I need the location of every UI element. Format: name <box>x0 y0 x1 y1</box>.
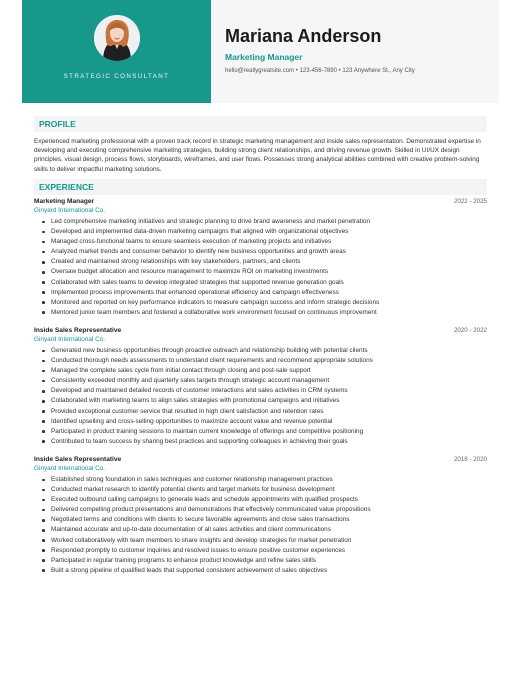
bullet-item: Delivered compelling product presentations and demonstrations that effectively communicated value propositions <box>34 505 371 515</box>
bullet-item: Collaborated with marketing teams to align sales strategies with promotional campaigns and initiatives <box>34 396 373 406</box>
bullet-item: Analyzed market trends and consumer behavior to identify new business opportunities and growth areas <box>34 247 379 257</box>
job-company: Ginyard International Co. <box>34 336 106 343</box>
bullet-item: Mentored junior team members and fostered a collaborative work environment focused on continuous improvement <box>34 308 379 318</box>
job-company: Ginyard International Co. <box>34 465 106 472</box>
bullet-item: Conducted market research to identify potential clients and target markets for business development <box>34 485 371 495</box>
job-bullets <box>34 475 371 576</box>
email-link[interactable]: hello@reallygreatsite.com <box>225 68 295 74</box>
full-name: Mariana Anderson <box>225 26 382 46</box>
bullet-item: Established strong foundation in sales techniques and customer relationship management practices <box>34 475 371 485</box>
bullet-item: Monitored and reported on key performance indicators to measure campaign success and inform strategic decisions <box>34 298 379 308</box>
job-title: Inside Sales Representative <box>34 327 122 334</box>
bullet-item: Created and maintained strong relationships with key stakeholders, partners, and clients <box>34 257 379 267</box>
job-bullets <box>34 217 379 318</box>
bullet-item: Participated in product training sessions to maintain current knowledge of offerings and competitive positioning <box>34 427 373 437</box>
bullet-item: Provided exceptional customer service that resulted in high client satisfaction and retention rates <box>34 407 373 417</box>
avatar <box>94 15 140 61</box>
bullet-item: Led comprehensive marketing initiatives and strategic planning to drive brand awareness and market penetration <box>34 217 379 227</box>
job-dates: 2018 - 2020 <box>453 456 487 463</box>
tagline: STRATEGIC CONSULTANT <box>63 73 170 80</box>
separator: • <box>295 68 298 74</box>
bullet-item: Responded promptly to customer inquiries and resolved issues to ensure positive customer experiences <box>34 546 371 556</box>
bullet-item: Conducted thorough needs assessments to understand client requirements and recommend appropriate solutions <box>34 356 373 366</box>
job-dates: 2020 - 2022 <box>453 327 487 334</box>
job-dates: 2022 - 2025 <box>453 198 487 205</box>
job-title: Marketing Manager <box>34 198 95 205</box>
bullet-item: Participated in regular training programs to enhance product knowledge and refine sales skills <box>34 556 371 566</box>
bullet-item: Managed the complete sales cycle from initial contact through closing and post-sale support <box>34 366 373 376</box>
bullet-item: Managed cross-functional teams to ensure seamless execution of marketing projects and initiatives <box>34 237 379 247</box>
separator: • <box>338 68 341 74</box>
experience-heading: EXPERIENCE <box>39 182 94 192</box>
portrait-photo-icon <box>94 15 140 61</box>
job-bullets <box>34 346 373 447</box>
bullet-item: Developed and implemented data-driven marketing campaigns that aligned with organizational objectives <box>34 227 379 237</box>
profile-summary: Experienced marketing professional with a proven track record in strategic marketing management and inside sales representation. Demonstrated expertise in developing and executing comprehensive marketing strategies, building strong client relationships, and driving revenue growth. Skilled in UI/UX design principles, visual design, process flows, storyboards, wireframes, and user flows. Possesses strong analytical abilities combined with creative problem-solving skills to deliver impactful marketing solutions. <box>34 138 481 173</box>
profile-heading: PROFILE <box>39 119 76 129</box>
bullet-item: Collaborated with sales teams to develop integrated strategies that supported revenue generation goals <box>34 278 379 288</box>
experience-section-header <box>34 179 487 195</box>
job-title: Inside Sales Representative <box>34 456 122 463</box>
bullet-item: Worked collaboratively with team members to share insights and develop strategies for market penetration <box>34 536 371 546</box>
job-title-heading: Marketing Manager <box>225 52 303 62</box>
bullet-item: Built a strong pipeline of qualified leads that supported consistent achievement of sales objectives <box>34 566 371 576</box>
contact-line <box>225 68 415 74</box>
phone-number: 123-456-7890 <box>299 68 337 74</box>
profile-section-header <box>34 116 487 132</box>
bullet-item: Developed and maintained detailed records of customer interactions and sales activities in CRM systems <box>34 386 373 396</box>
bullet-item: Generated new business opportunities through proactive outreach and relationship building with potential clients <box>34 346 373 356</box>
bullet-item: Identified upselling and cross-selling opportunities to maximize account value and revenue potential <box>34 417 373 427</box>
bullet-item: Negotiated terms and conditions with clients to secure favorable agreements and close sales transactions <box>34 515 371 525</box>
bullet-item: Oversaw budget allocation and resource management to maximize ROI on marketing investments <box>34 267 379 277</box>
bullet-item: Consistently exceeded monthly and quarterly sales targets through strategic account management <box>34 376 373 386</box>
bullet-item: Maintained accurate and up-to-date documentation of all sales activities and client communications <box>34 525 371 535</box>
address: 123 Anywhere St., Any City <box>342 68 415 74</box>
bullet-item: Contributed to team success by sharing best practices and supporting colleagues in achieving their goals <box>34 437 373 447</box>
bullet-item: Executed outbound calling campaigns to generate leads and schedule appointments with qualified prospects <box>34 495 371 505</box>
bullet-item: Implemented process improvements that enhanced operational efficiency and campaign effectiveness <box>34 288 379 298</box>
job-company: Ginyard International Co. <box>34 207 106 214</box>
